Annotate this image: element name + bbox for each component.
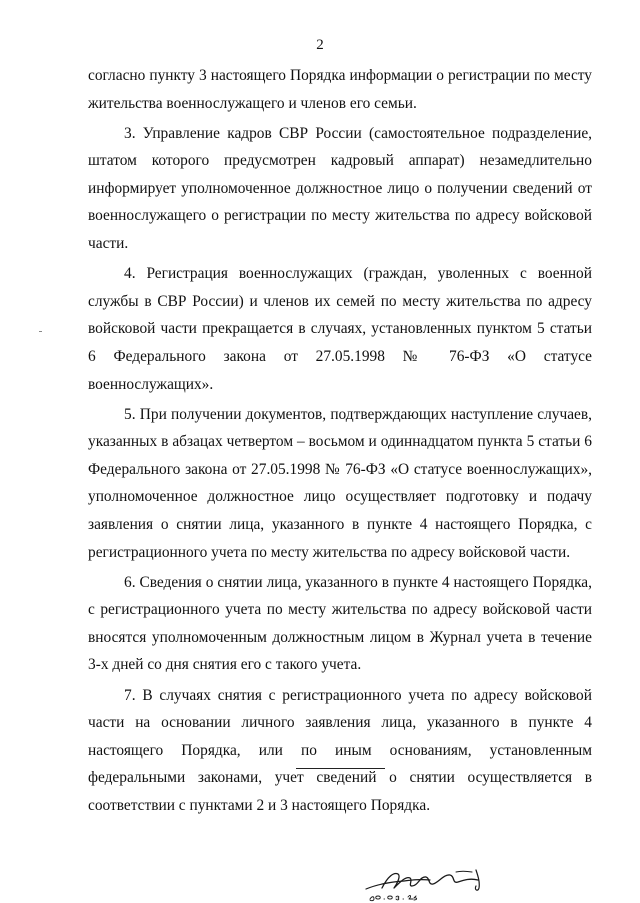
document-body [88, 62, 592, 822]
paragraph-continuation: согласно пункту 3 настоящего Порядка информации о регистрации по месту жительства военнослужащего и членов его семьи. [88, 67, 592, 112]
handwritten-signature [360, 862, 500, 902]
paragraph-item-4: 4. Регистрация военнослужащих (граждан, уволенных с военной службы в СВР России) и членов их семей по месту жительства по адресу войсковой части прекращается в случаях, установленных пунктом 5 статьи 6 Федерального закона от 27.05.1998 № 76-ФЗ «О статусе военнослужащих». [88, 265, 592, 393]
page-number: 2 [316, 37, 324, 53]
paragraph-item-6: 6. Сведения о снятии лица, указанного в пункте 4 настоящего Порядка, с регистрационного учета по месту жительства по адресу войсковой части вносятся уполномоченным должностным лицом в Журнал учета в течение 3-х дней со дня снятия его с такого учета. [88, 573, 592, 674]
paragraph-item-7: 7. В случаях снятия с регистрационного учета по адресу войсковой части на основании личного заявления лица, указанного в пункте 4 настоящего Порядка, или по иным основаниям, установленным федеральными законами, учет сведений о снятии осуществляется в соответствии с пунктами 2 и 3 настоящего Порядка. [88, 686, 592, 814]
paragraph-item-3: 3. Управление кадров СВР России (самостоятельное подразделение, штатом которого предусмотрен кадровый аппарат) незамедлительно информирует уполномоченное должностное лицо о получении сведений от военнослужащего о регистрации по месту жительства по адресу войсковой части. [88, 124, 592, 253]
closing-separator-line [296, 768, 385, 769]
signature-graphic [360, 862, 500, 902]
margin-mark [39, 331, 42, 332]
paragraph-item-5: 5. При получении документов, подтверждающих наступление случаев, указанных в абзацах четвертом – восьмом и одиннадцатом пункта 5 статьи 6 Федерального закона от 27.05.1998 № 76-ФЗ «О статусе военнослужащих», уполномоченное должностное лицо осуществляет подготовку и подачу заявления о снятии лица, указанного в пункте 4 настоящего Порядка, с регистрационного учета по месту жительства по адресу войсковой части. [88, 405, 592, 561]
